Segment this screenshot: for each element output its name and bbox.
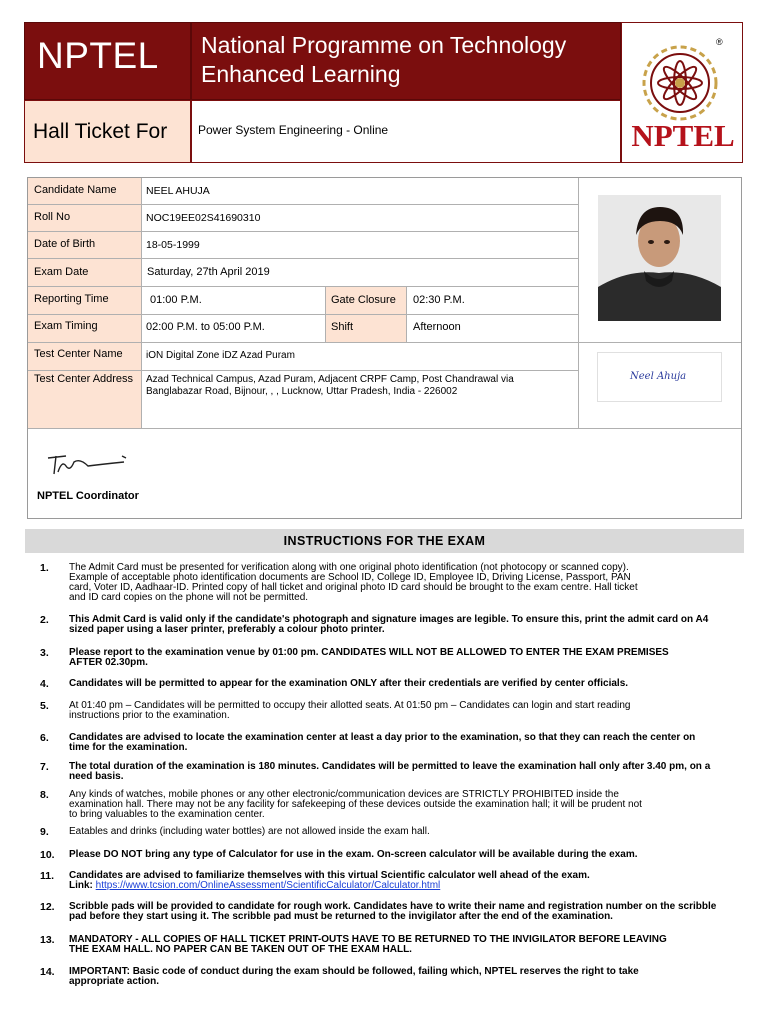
instruction-line: At 01:40 pm – Candidates will be permitted to occupy their allotted seats. At 01:50 pm – Candidates can login and start reading bbox=[69, 700, 631, 711]
col-divider bbox=[141, 178, 142, 428]
instruction-line: sized paper using a laser printer, preferably a colour photo printer. bbox=[69, 624, 385, 635]
instruction-line: Example of acceptable photo identification documents are School ID, College ID, Employee ID, Driving License, Passport, PAN bbox=[69, 572, 631, 583]
instruction-line: AFTER 02.30pm. bbox=[69, 657, 148, 668]
instruction-number: 14. bbox=[40, 966, 55, 978]
instruction-line: Candidates are advised to locate the examination center at least a day prior to the examination, so that they can reach the center on bbox=[69, 732, 696, 743]
instruction-number: 3. bbox=[40, 647, 49, 659]
brand-text: NPTEL bbox=[37, 35, 159, 76]
exam-timing-label: Exam Timing bbox=[34, 320, 98, 332]
instruction-number: 9. bbox=[40, 826, 49, 838]
logo-text: NPTEL bbox=[631, 118, 735, 153]
roll-no-label: Roll No bbox=[34, 211, 71, 223]
col-divider bbox=[325, 286, 326, 342]
test-center-address-line-2: Banglabazar Road, Bijnour, , , Lucknow, Uttar Pradesh, India - 226002 bbox=[146, 386, 458, 397]
row-divider bbox=[28, 314, 578, 315]
instruction-text bbox=[69, 648, 742, 668]
instruction-line: Candidates are advised to familiarize themselves with this virtual Scientific calculator well ahead of the exam. bbox=[69, 870, 590, 881]
candidate-name-label: Candidate Name bbox=[34, 184, 117, 196]
instruction-text bbox=[69, 902, 742, 922]
instruction-line: appropriate action. bbox=[69, 976, 160, 987]
instruction-number: 10. bbox=[40, 849, 55, 861]
instruction-text bbox=[69, 827, 742, 837]
instruction-line: MANDATORY - ALL COPIES OF HALL TICKET PRINT-OUTS HAVE TO BE RETURNED TO THE INVIGILATOR BEFORE LEAVING bbox=[69, 934, 667, 945]
row-divider bbox=[28, 428, 741, 429]
gate-closure-label: Gate Closure bbox=[331, 294, 396, 306]
roll-no-value: NOC19EE02S41690310 bbox=[146, 212, 261, 224]
row-divider bbox=[28, 204, 578, 205]
instruction-number: 12. bbox=[40, 901, 55, 913]
course-name: Power System Engineering - Online bbox=[198, 123, 389, 137]
instruction-line: Any kinds of watches, mobile phones or any other electronic/communication devices are STRICTLY PROHIBITED inside the bbox=[69, 789, 619, 800]
instruction-text bbox=[69, 733, 742, 753]
course-cell bbox=[191, 100, 621, 163]
title-line-2: Enhanced Learning bbox=[201, 61, 401, 87]
candidate-signature-box bbox=[597, 352, 722, 402]
link-label: Link: bbox=[69, 880, 96, 891]
dob-value: 18-05-1999 bbox=[146, 239, 200, 251]
gate-closure-value: 02:30 P.M. bbox=[413, 294, 465, 306]
instruction-number: 5. bbox=[40, 700, 49, 712]
test-center-address-label: Test Center Address bbox=[34, 373, 134, 385]
instruction-line: pad before they start using it. The scribble pad must be returned to the invigilator after the end of the examination. bbox=[69, 911, 613, 922]
shift-value: Afternoon bbox=[413, 321, 461, 333]
row-divider bbox=[28, 286, 578, 287]
row-divider bbox=[28, 258, 578, 259]
instruction-number: 13. bbox=[40, 934, 55, 946]
hall-ticket-label: Hall Ticket For bbox=[33, 120, 168, 143]
instruction-text bbox=[69, 701, 742, 721]
title-line-1: National Programme on Technology bbox=[201, 32, 567, 58]
col-divider bbox=[406, 286, 407, 342]
instruction-line: This Admit Card is valid only if the candidate's photograph and signature images are legible. To ensure this, print the admit card on A4 bbox=[69, 614, 709, 625]
nptel-logo bbox=[621, 22, 743, 163]
instruction-text bbox=[69, 967, 742, 987]
candidate-signature: Neel Ahuja bbox=[630, 371, 687, 382]
registered-mark: ® bbox=[716, 37, 723, 47]
instruction-text bbox=[69, 615, 742, 635]
instruction-line: and ID card copies on the phone will not be permitted. bbox=[69, 592, 309, 603]
exam-timing-value: 02:00 P.M. to 05:00 P.M. bbox=[146, 321, 265, 333]
instruction-link-line bbox=[69, 881, 742, 891]
instruction-number: 1. bbox=[40, 562, 49, 574]
instruction-number: 2. bbox=[40, 614, 49, 626]
row-divider bbox=[28, 231, 578, 232]
reporting-time-label: Reporting Time bbox=[34, 293, 109, 305]
instruction-text bbox=[69, 563, 742, 603]
header-title bbox=[191, 22, 621, 100]
instruction-line: time for the examination. bbox=[69, 742, 188, 753]
instruction-line: to bring valuables to the examination center. bbox=[69, 809, 265, 820]
coordinator-signature-icon bbox=[44, 448, 134, 478]
brand-block bbox=[24, 22, 191, 100]
dob-label: Date of Birth bbox=[34, 238, 96, 250]
instructions-header bbox=[25, 529, 744, 553]
instruction-line: need basis. bbox=[69, 771, 124, 782]
candidate-name-value: NEEL AHUJA bbox=[146, 185, 210, 197]
instruction-number: 4. bbox=[40, 678, 49, 690]
instruction-text bbox=[69, 935, 742, 955]
exam-date-label: Exam Date bbox=[34, 266, 89, 278]
instruction-number: 6. bbox=[40, 732, 49, 744]
instruction-text bbox=[69, 790, 742, 820]
candidate-photo-image bbox=[598, 195, 721, 321]
instructions-heading: INSTRUCTIONS FOR THE EXAM bbox=[283, 534, 486, 548]
reporting-time-value: 01:00 P.M. bbox=[150, 294, 202, 306]
instruction-line: IMPORTANT: Basic code of conduct during the exam should be followed, failing which, NPTEL reserves the right to take bbox=[69, 966, 639, 977]
instruction-text bbox=[69, 850, 742, 860]
instruction-line: examination hall. There may not be any facility for safekeeping of these devices outside the examination hall; it will be prudent not bbox=[69, 799, 642, 810]
instruction-line: Candidates will be permitted to appear for the examination ONLY after their credentials are verified by center officials. bbox=[69, 678, 629, 689]
instruction-line: Scribble pads will be provided to candidate for rough work. Candidates have to write their name and registration number on the scribble bbox=[69, 901, 717, 912]
hall-ticket-label-cell bbox=[24, 100, 191, 163]
shift-label: Shift bbox=[331, 321, 354, 333]
test-center-address-line-1: Azad Technical Campus, Azad Puram, Adjacent CRPF Camp, Post Chandrawal via bbox=[146, 374, 514, 385]
exam-date-value: Saturday, 27th April 2019 bbox=[147, 266, 270, 278]
instruction-line: Please DO NOT bring any type of Calculator for use in the exam. On-screen calculator will be available during the exam. bbox=[69, 849, 638, 860]
instruction-number: 11. bbox=[40, 870, 55, 882]
instruction-line: Eatables and drinks (including water bottles) are not allowed inside the exam hall. bbox=[69, 826, 430, 837]
instruction-line: The Admit Card must be presented for verification along with one original photo identification (not photocopy or scanned copy). bbox=[69, 562, 629, 573]
instruction-text bbox=[69, 679, 742, 689]
nptel-emblem-icon bbox=[622, 31, 742, 121]
row-divider bbox=[28, 370, 578, 371]
row-divider bbox=[28, 342, 741, 343]
candidate-photo bbox=[598, 195, 721, 321]
instruction-text bbox=[69, 762, 742, 782]
calculator-link[interactable]: https://www.tcsion.com/OnlineAssessment/ScientificCalculator/Calculator.html bbox=[95, 880, 441, 891]
instruction-line: instructions prior to the examination. bbox=[69, 710, 230, 721]
instruction-line: Please report to the examination venue by 01:00 pm. CANDIDATES WILL NOT BE ALLOWED TO ENTER THE EXAM PREMISES bbox=[69, 647, 669, 658]
instruction-number: 7. bbox=[40, 761, 49, 773]
instruction-line: card, Voter ID, Aadhaar-ID. Printed copy of hall ticket and original photo ID card should be brought to the exam centre. Hall ticket bbox=[69, 582, 638, 593]
instruction-text bbox=[69, 871, 742, 891]
instruction-line: The total duration of the examination is 180 minutes. Candidates will be permitted to leave the examination hall only after 3.40 pm, on a bbox=[69, 761, 711, 772]
instruction-line: THE EXAM HALL. NO PAPER CAN BE TAKEN OUT OF THE EXAM HALL. bbox=[69, 944, 412, 955]
test-center-name-value: iON Digital Zone iDZ Azad Puram bbox=[146, 350, 295, 361]
col-divider bbox=[578, 178, 579, 428]
coordinator-label: NPTEL Coordinator bbox=[37, 490, 139, 502]
instruction-number: 8. bbox=[40, 789, 49, 801]
test-center-name-label: Test Center Name bbox=[34, 348, 123, 360]
